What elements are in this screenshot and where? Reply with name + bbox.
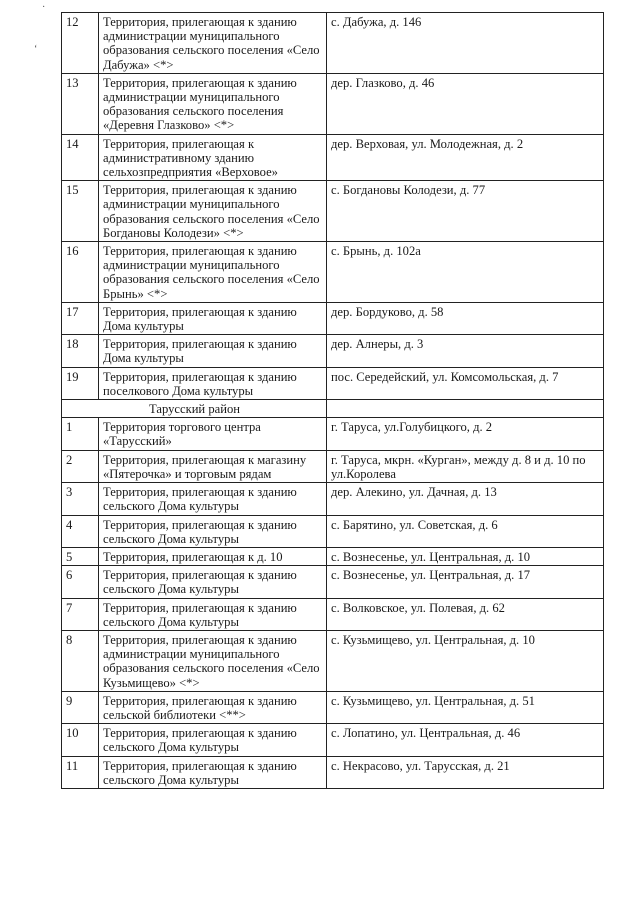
table-row (62, 302, 604, 334)
territory-address: г. Таруса, мкрн. «Курган», между д. 8 и д. 10 по ул.Королева (327, 450, 604, 482)
row-number: 11 (62, 756, 99, 788)
row-number: 3 (62, 483, 99, 515)
territory-description: Территория, прилегающая к административному зданию сельхозпредприятия «Верховое» (99, 134, 327, 181)
territory-description: Территория, прилегающая к зданию администрации муниципального образования сельского поселения «Село Богдановы Колодези» <*> (99, 181, 327, 242)
table-row (62, 367, 604, 399)
territory-address: с. Богдановы Колодези, д. 77 (327, 181, 604, 242)
territory-description: Территория, прилегающая к зданию сельского Дома культуры (99, 483, 327, 515)
territory-description: Территория, прилегающая к зданию администрации муниципального образования сельского поселения «Село Кузьмищево» <*> (99, 630, 327, 691)
territory-description: Территория, прилегающая к магазину «Пятерочка» и торговым рядам (99, 450, 327, 482)
row-number: 13 (62, 73, 99, 134)
territory-address: с. Кузьмищево, ул. Центральная, д. 10 (327, 630, 604, 691)
territory-description: Территория, прилегающая к зданию Дома культуры (99, 302, 327, 334)
row-number: 1 (62, 418, 99, 450)
territory-description: Территория, прилегающая к зданию поселкового Дома культуры (99, 367, 327, 399)
territory-description: Территория, прилегающая к д. 10 (99, 547, 327, 565)
territory-description: Территория, прилегающая к зданию администрации муниципального образования сельского поселения «Деревня Глазково» <*> (99, 73, 327, 134)
table-row (62, 483, 604, 515)
territory-table (61, 12, 604, 789)
scan-mark: ‘ (34, 44, 38, 55)
territory-description: Территория, прилегающая к зданию администрации муниципального образования сельского поселения «Село Дабужа» <*> (99, 13, 327, 74)
row-number: 5 (62, 547, 99, 565)
table-row (62, 418, 604, 450)
territory-address: с. Кузьмищево, ул. Центральная, д. 51 (327, 691, 604, 723)
table-row (62, 242, 604, 303)
territory-description: Территория торгового центра «Тарусский» (99, 418, 327, 450)
territory-description: Территория, прилегающая к зданию сельского Дома культуры (99, 566, 327, 598)
territory-address: дер. Бордуково, д. 58 (327, 302, 604, 334)
row-number: 19 (62, 367, 99, 399)
territory-address: с. Дабужа, д. 146 (327, 13, 604, 74)
row-number: 12 (62, 13, 99, 74)
territory-description: Территория, прилегающая к зданию сельского Дома культуры (99, 598, 327, 630)
table-row (62, 335, 604, 367)
table-row (62, 73, 604, 134)
territory-description: Территория, прилегающая к зданию сельского Дома культуры (99, 756, 327, 788)
row-number: 15 (62, 181, 99, 242)
territory-address: пос. Середейский, ул. Комсомольская, д. 7 (327, 367, 604, 399)
table-row (62, 134, 604, 181)
territory-address: дер. Алнеры, д. 3 (327, 335, 604, 367)
table-row (62, 598, 604, 630)
region-empty-cell (327, 400, 604, 418)
row-number: 17 (62, 302, 99, 334)
territory-description: Территория, прилегающая к зданию сельского Дома культуры (99, 515, 327, 547)
region-header-row (62, 400, 604, 418)
row-number: 16 (62, 242, 99, 303)
table-row (62, 566, 604, 598)
territory-address: с. Вознесенье, ул. Центральная, д. 10 (327, 547, 604, 565)
row-number: 6 (62, 566, 99, 598)
table-row (62, 630, 604, 691)
territory-address: дер. Алекино, ул. Дачная, д. 13 (327, 483, 604, 515)
territory-address: с. Вознесенье, ул. Центральная, д. 17 (327, 566, 604, 598)
row-number: 4 (62, 515, 99, 547)
territory-address: г. Таруса, ул.Голубицкого, д. 2 (327, 418, 604, 450)
scan-mark: · (42, 2, 46, 13)
territory-address: с. Барятино, ул. Советская, д. 6 (327, 515, 604, 547)
table-row (62, 547, 604, 565)
row-number: 10 (62, 724, 99, 756)
table-row (62, 515, 604, 547)
table-row (62, 724, 604, 756)
row-number: 8 (62, 630, 99, 691)
territory-description: Территория, прилегающая к зданию администрации муниципального образования сельского поселения «Село Брынь» <*> (99, 242, 327, 303)
row-number: 7 (62, 598, 99, 630)
row-number: 9 (62, 691, 99, 723)
territory-description: Территория, прилегающая к зданию Дома культуры (99, 335, 327, 367)
territory-description: Территория, прилегающая к зданию сельского Дома культуры (99, 724, 327, 756)
territory-address: с. Волковское, ул. Полевая, д. 62 (327, 598, 604, 630)
table-row (62, 756, 604, 788)
table-row (62, 691, 604, 723)
territory-address: дер. Верховая, ул. Молодежная, д. 2 (327, 134, 604, 181)
table-row (62, 181, 604, 242)
region-title: Тарусский район (62, 400, 327, 418)
territory-address: с. Некрасово, ул. Тарусская, д. 21 (327, 756, 604, 788)
row-number: 2 (62, 450, 99, 482)
territory-address: с. Брынь, д. 102а (327, 242, 604, 303)
row-number: 18 (62, 335, 99, 367)
row-number: 14 (62, 134, 99, 181)
table-row (62, 450, 604, 482)
territory-description: Территория, прилегающая к зданию сельской библиотеки <**> (99, 691, 327, 723)
table-row (62, 13, 604, 74)
territory-address: с. Лопатино, ул. Центральная, д. 46 (327, 724, 604, 756)
territory-address: дер. Глазково, д. 46 (327, 73, 604, 134)
